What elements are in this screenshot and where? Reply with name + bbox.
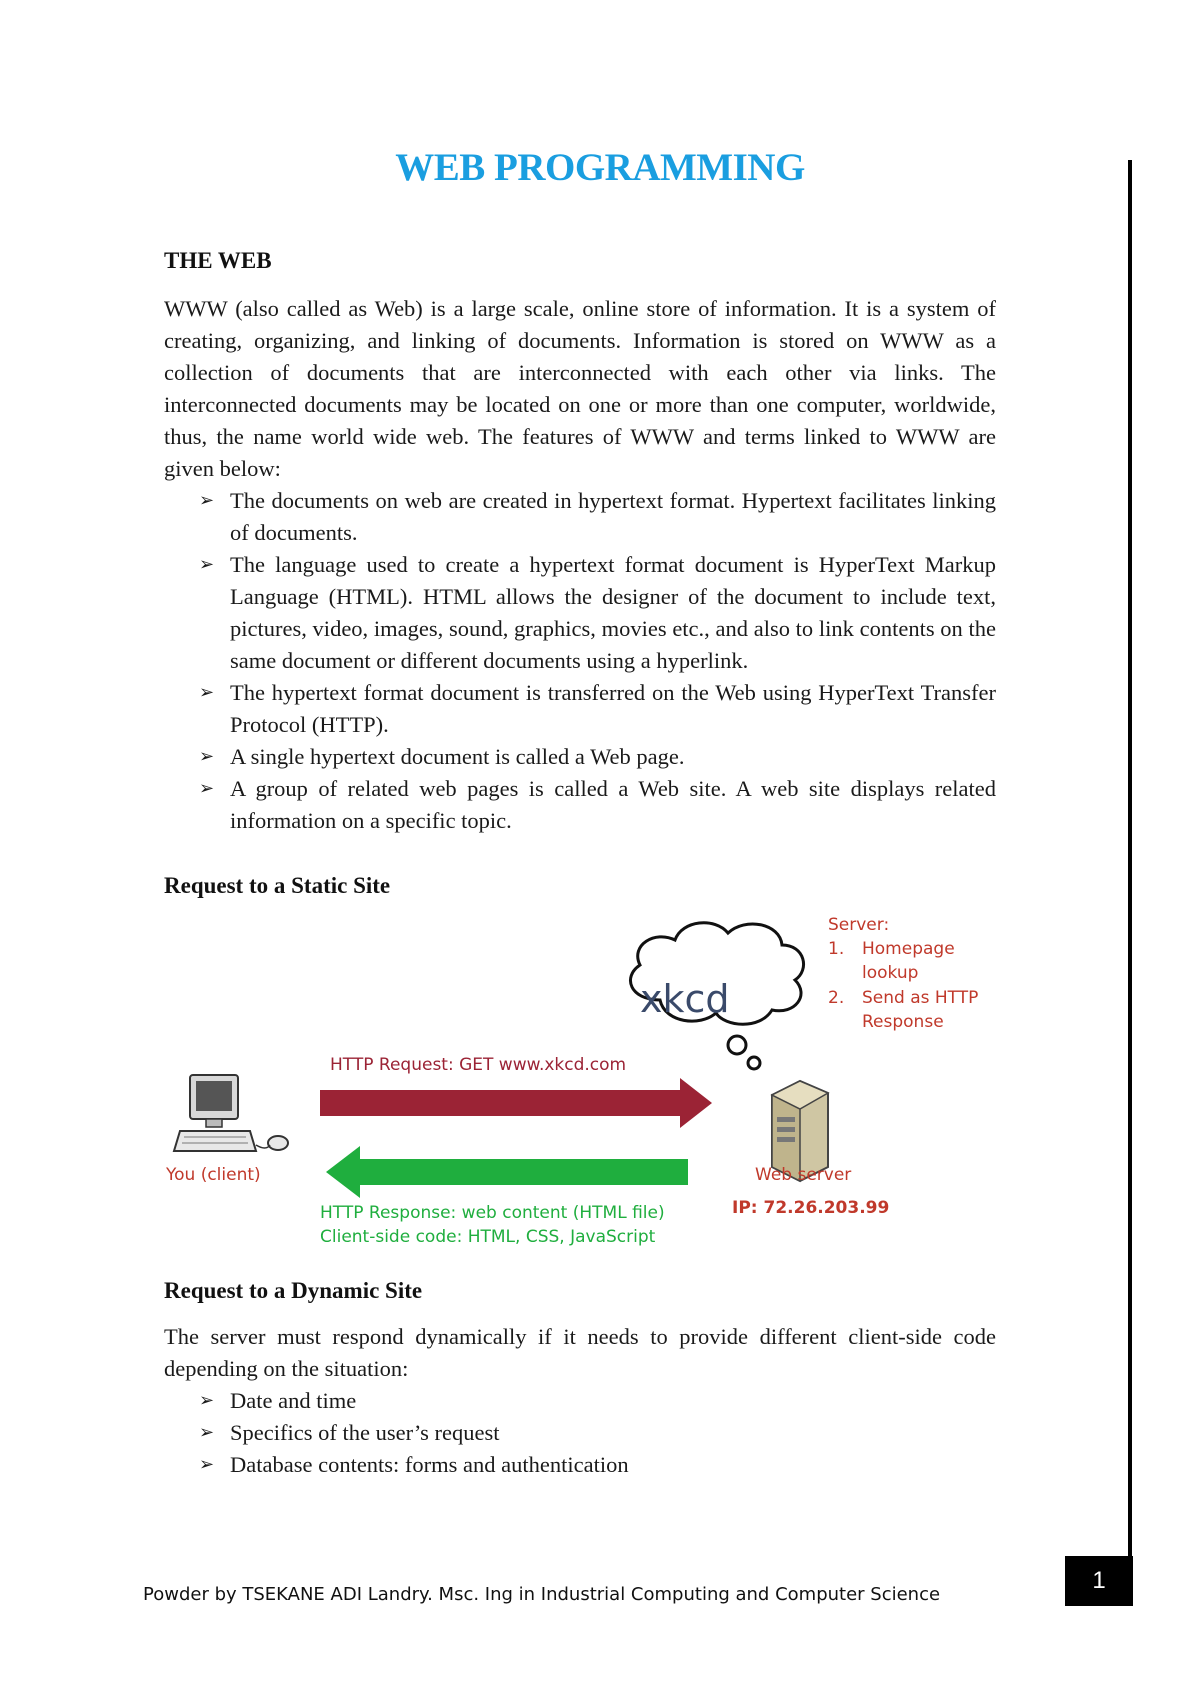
server-note-title: Server: <box>828 915 890 935</box>
response-label: HTTP Response: web content (HTML file) <box>320 1203 665 1223</box>
list-item: ➢ The documents on web are created in hypertext format. Hypertext facilitates linking of documents. <box>164 485 996 549</box>
request-label: HTTP Request: GET www.xkcd.com <box>330 1055 627 1075</box>
client-label: You (client) <box>166 1165 261 1185</box>
ip-label: IP: 72.26.203.99 <box>732 1198 890 1218</box>
web-features-list <box>164 485 996 837</box>
server-step-number: 1. <box>828 939 845 959</box>
arrow-bullet-icon: ➢ <box>199 1422 215 1443</box>
list-item: ➢ Date and time <box>164 1385 996 1417</box>
arrow-bullet-icon: ➢ <box>199 1390 215 1411</box>
heading-the-web: THE WEB <box>164 248 272 273</box>
arrow-bullet-icon: ➢ <box>199 554 215 575</box>
client-computer-icon <box>174 1075 288 1151</box>
request-arrow <box>320 1078 712 1128</box>
response-arrow <box>326 1146 688 1198</box>
list-item: ➢ A group of related web pages is called a Web site. A web site displays related information on a specific topic. <box>164 773 996 837</box>
page-footer: Powder by TSEKANE ADI Landry. Msc. Ing in Industrial Computing and Computer Science <box>143 1584 941 1605</box>
arrow-bullet-icon: ➢ <box>199 1454 215 1475</box>
server-step-text: lookup <box>862 963 919 983</box>
page-number: 1 <box>1065 1556 1133 1606</box>
static-site-diagram <box>160 905 1020 1265</box>
web-intro-paragraph: WWW (also called as Web) is a large scale, online store of information. It is a system of creating, organizing, and linking of documents. Information is stored on WWW as a collection of documents that are interconnected with each other via links. The interconnected documents may be located on one or more than one computer, worldwide, thus, the name world wide web. The features of WWW and terms linked to WWW are given below: <box>164 296 996 481</box>
list-item: ➢ The language used to create a hypertext format document is HyperText Markup Language (HTML). HTML allows the designer of the document to include text, pictures, video, images, sound, graphics, movies etc., and also to link contents on the same document or different documents using a hyperlink. <box>164 549 996 677</box>
heading-dynamic-site: Request to a Dynamic Site <box>164 1278 423 1303</box>
list-item: ➢ A single hypertext document is called a Web page. <box>164 741 996 773</box>
arrow-bullet-icon: ➢ <box>199 778 215 799</box>
arrow-bullet-icon: ➢ <box>199 490 215 511</box>
list-item: ➢ Specifics of the user’s request <box>164 1417 996 1449</box>
page-title: WEB PROGRAMMING <box>395 146 805 189</box>
heading-static-site: Request to a Static Site <box>164 873 391 898</box>
arrow-bullet-icon: ➢ <box>199 682 215 703</box>
client-side-code-label: Client-side code: HTML, CSS, JavaScript <box>320 1227 656 1247</box>
server-step-text: Response <box>862 1012 944 1032</box>
cloud-text: xkcd <box>640 977 730 1021</box>
server-label: Web server <box>755 1165 852 1185</box>
list-item: ➢ Database contents: forms and authentication <box>164 1449 996 1481</box>
arrow-bullet-icon: ➢ <box>199 746 215 767</box>
server-step-text: Send as HTTP <box>862 988 979 1008</box>
dynamic-intro-paragraph: The server must respond dynamically if it needs to provide different client-side code depending on the situation: <box>164 1324 996 1381</box>
dynamic-factors-list <box>164 1385 996 1481</box>
server-step-number: 2. <box>828 988 845 1008</box>
server-step-text: Homepage <box>862 939 955 959</box>
right-margin-rule <box>1128 160 1132 1594</box>
list-item: ➢ The hypertext format document is transferred on the Web using HyperText Transfer Protocol (HTTP). <box>164 677 996 741</box>
